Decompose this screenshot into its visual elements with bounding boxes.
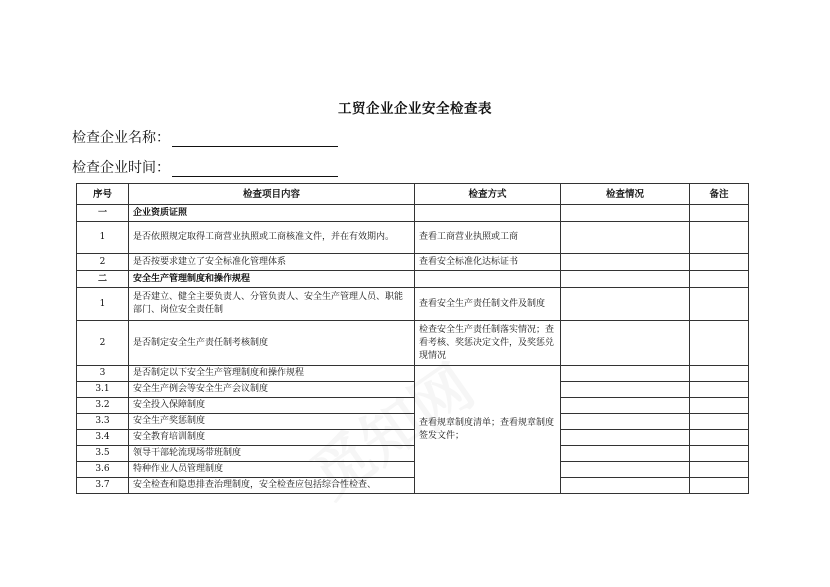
- row-num: 2: [77, 321, 129, 366]
- table-row: [77, 398, 749, 414]
- remark-cell[interactable]: [690, 478, 749, 494]
- inspection-table: [76, 183, 749, 494]
- company-name-blank: [172, 132, 338, 147]
- status-cell[interactable]: [561, 222, 690, 254]
- page-title: 工贸企业企业安全检查表: [338, 101, 492, 117]
- status-cell[interactable]: [561, 366, 690, 382]
- remark-cell[interactable]: [690, 366, 749, 382]
- row-content: 安全生产例会等安全生产会议制度: [129, 382, 415, 398]
- section-row: [77, 205, 749, 222]
- row-content: 安全生产奖惩制度: [129, 414, 415, 430]
- section-row: [77, 271, 749, 288]
- header-content: 检查项目内容: [129, 184, 415, 205]
- table-row: [77, 254, 749, 271]
- status-cell[interactable]: [561, 462, 690, 478]
- table-row: [77, 366, 749, 382]
- row-content: 是否制定以下安全生产管理制度和操作规程: [129, 366, 415, 382]
- section-num: 二: [77, 271, 129, 288]
- inspection-time-label: 检查企业时间：: [72, 160, 170, 176]
- row-method: 查看安全生产责任制文件及制度: [415, 288, 561, 321]
- status-cell[interactable]: [561, 478, 690, 494]
- remark-cell[interactable]: [690, 382, 749, 398]
- table-header-row: [77, 184, 749, 205]
- row-num: 3.7: [77, 478, 129, 494]
- row-content: 安全教育培训制度: [129, 430, 415, 446]
- row-num: 1: [77, 222, 129, 254]
- header-method: 检查方式: [415, 184, 561, 205]
- remark-cell[interactable]: [690, 222, 749, 254]
- inspection-time-blank: [172, 162, 338, 177]
- remark-cell[interactable]: [690, 430, 749, 446]
- row-content: 安全检查和隐患排查治理制度，安全检查应包括综合性检查、: [129, 478, 415, 494]
- remark-cell[interactable]: [690, 462, 749, 478]
- status-cell[interactable]: [561, 430, 690, 446]
- table-row: [77, 446, 749, 462]
- remark-cell[interactable]: [690, 446, 749, 462]
- table-row: [77, 430, 749, 446]
- row-content: 领导干部轮流现场带班制度: [129, 446, 415, 462]
- section-label: 企业资质证照: [129, 205, 415, 222]
- row-content: 特种作业人员管理制度: [129, 462, 415, 478]
- row-num: 3.1: [77, 382, 129, 398]
- header-num: 序号: [77, 184, 129, 205]
- status-cell[interactable]: [561, 398, 690, 414]
- row-content: 是否建立、健全主要负责人、分管负责人、安全生产管理人员、职能部门、岗位安全责任制: [129, 288, 415, 321]
- remark-cell[interactable]: [690, 288, 749, 321]
- company-name-field: [72, 127, 338, 147]
- table-row: [77, 462, 749, 478]
- remark-cell[interactable]: [690, 321, 749, 366]
- group-method: 查看规章制度清单；查看规章制度签发文件；: [415, 366, 561, 494]
- table-row: [77, 382, 749, 398]
- row-content: 是否依照规定取得工商营业执照或工商核准文件，并在有效期内。: [129, 222, 415, 254]
- table-row: [77, 414, 749, 430]
- row-content: 是否按要求建立了安全标准化管理体系: [129, 254, 415, 271]
- company-name-label: 检查企业名称：: [72, 130, 170, 146]
- status-cell[interactable]: [561, 288, 690, 321]
- row-num: 3.6: [77, 462, 129, 478]
- header-remark: 备注: [690, 184, 749, 205]
- table-row: [77, 478, 749, 494]
- row-content: 是否制定安全生产责任制考核制度: [129, 321, 415, 366]
- status-cell[interactable]: [561, 254, 690, 271]
- row-content: 安全投入保障制度: [129, 398, 415, 414]
- table-row: [77, 288, 749, 321]
- row-num: 1: [77, 288, 129, 321]
- remark-cell[interactable]: [690, 414, 749, 430]
- status-cell[interactable]: [561, 321, 690, 366]
- inspection-time-field: [72, 157, 338, 177]
- row-num: 2: [77, 254, 129, 271]
- section-num: 一: [77, 205, 129, 222]
- status-cell[interactable]: [561, 446, 690, 462]
- header-status: 检查情况: [561, 184, 690, 205]
- status-cell[interactable]: [561, 382, 690, 398]
- row-num: 3.3: [77, 414, 129, 430]
- row-method: 检查安全生产责任制落实情况；查看考核、奖惩决定文件，及奖惩兑现情况: [415, 321, 561, 366]
- status-cell[interactable]: [561, 414, 690, 430]
- table-row: [77, 321, 749, 366]
- row-num: 3.2: [77, 398, 129, 414]
- table-row: [77, 222, 749, 254]
- row-num: 3.5: [77, 446, 129, 462]
- remark-cell[interactable]: [690, 254, 749, 271]
- remark-cell[interactable]: [690, 398, 749, 414]
- section-label: 安全生产管理制度和操作规程: [129, 271, 415, 288]
- row-method: 查看安全标准化达标证书: [415, 254, 561, 271]
- row-num: 3: [77, 366, 129, 382]
- row-num: 3.4: [77, 430, 129, 446]
- row-method: 查看工商营业执照或工商: [415, 222, 561, 254]
